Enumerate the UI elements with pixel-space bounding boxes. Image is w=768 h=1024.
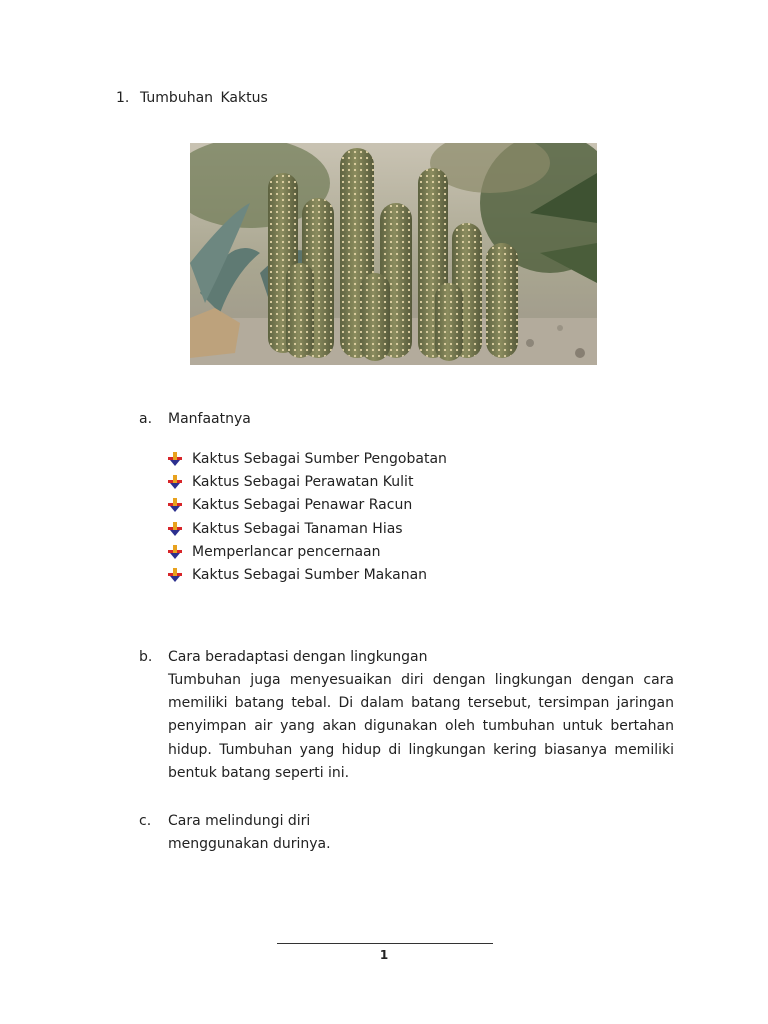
list-item bbox=[168, 470, 447, 493]
subsection-b-marker: b. bbox=[139, 649, 153, 665]
subsection-c-marker: c. bbox=[139, 813, 152, 829]
down-arrow-icon bbox=[168, 452, 182, 466]
list-item bbox=[168, 447, 447, 470]
down-arrow-icon bbox=[168, 568, 182, 582]
page-number: 1 bbox=[379, 948, 389, 962]
subsection-b-heading: Cara beradaptasi dengan lingkungan bbox=[168, 649, 428, 665]
adaptation-paragraph: Tumbuhan juga menyesuaikan diri dengan lingkungan dengan cara memiliki batang tebal. Di dalam batang tersebut, tersimpan jaringan penyimpan air yang akan digunakan oleh tumbuhan untuk bertahan hidup. Tumbuhan yang hidup di lingkungan kering biasanya memiliki bentuk batang seperti ini. bbox=[168, 672, 674, 781]
defense-text: menggunakan durinya. bbox=[168, 836, 331, 852]
down-arrow-icon bbox=[168, 498, 182, 512]
list-item bbox=[168, 563, 447, 586]
list-item-label: Kaktus Sebagai Sumber Makanan bbox=[192, 567, 428, 584]
subsection-a-marker: a. bbox=[139, 411, 153, 427]
list-item-label: Kaktus Sebagai Tanaman Hias bbox=[192, 520, 403, 537]
section-title: Tumbuhan Kaktus bbox=[140, 90, 268, 106]
list-item bbox=[168, 517, 447, 540]
benefits-list bbox=[168, 447, 447, 587]
section-number: 1. bbox=[116, 90, 130, 106]
list-item-label: Kaktus Sebagai Penawar Racun bbox=[192, 497, 413, 514]
down-arrow-icon bbox=[168, 475, 182, 489]
list-item-label: Kaktus Sebagai Sumber Pengobatan bbox=[192, 450, 447, 467]
subsection-a-heading: Manfaatnya bbox=[168, 411, 251, 427]
list-item-label: Memperlancar pencernaan bbox=[192, 543, 381, 560]
down-arrow-icon bbox=[168, 545, 182, 559]
list-item bbox=[168, 540, 447, 563]
subsection-c-heading: Cara melindungi diri bbox=[168, 813, 311, 829]
footer-divider bbox=[277, 943, 493, 944]
down-arrow-icon bbox=[168, 522, 182, 536]
cactus-photo bbox=[190, 143, 597, 365]
cactus-photo-graphic bbox=[190, 143, 597, 365]
list-item-label: Kaktus Sebagai Perawatan Kulit bbox=[192, 473, 414, 490]
list-item bbox=[168, 494, 447, 517]
